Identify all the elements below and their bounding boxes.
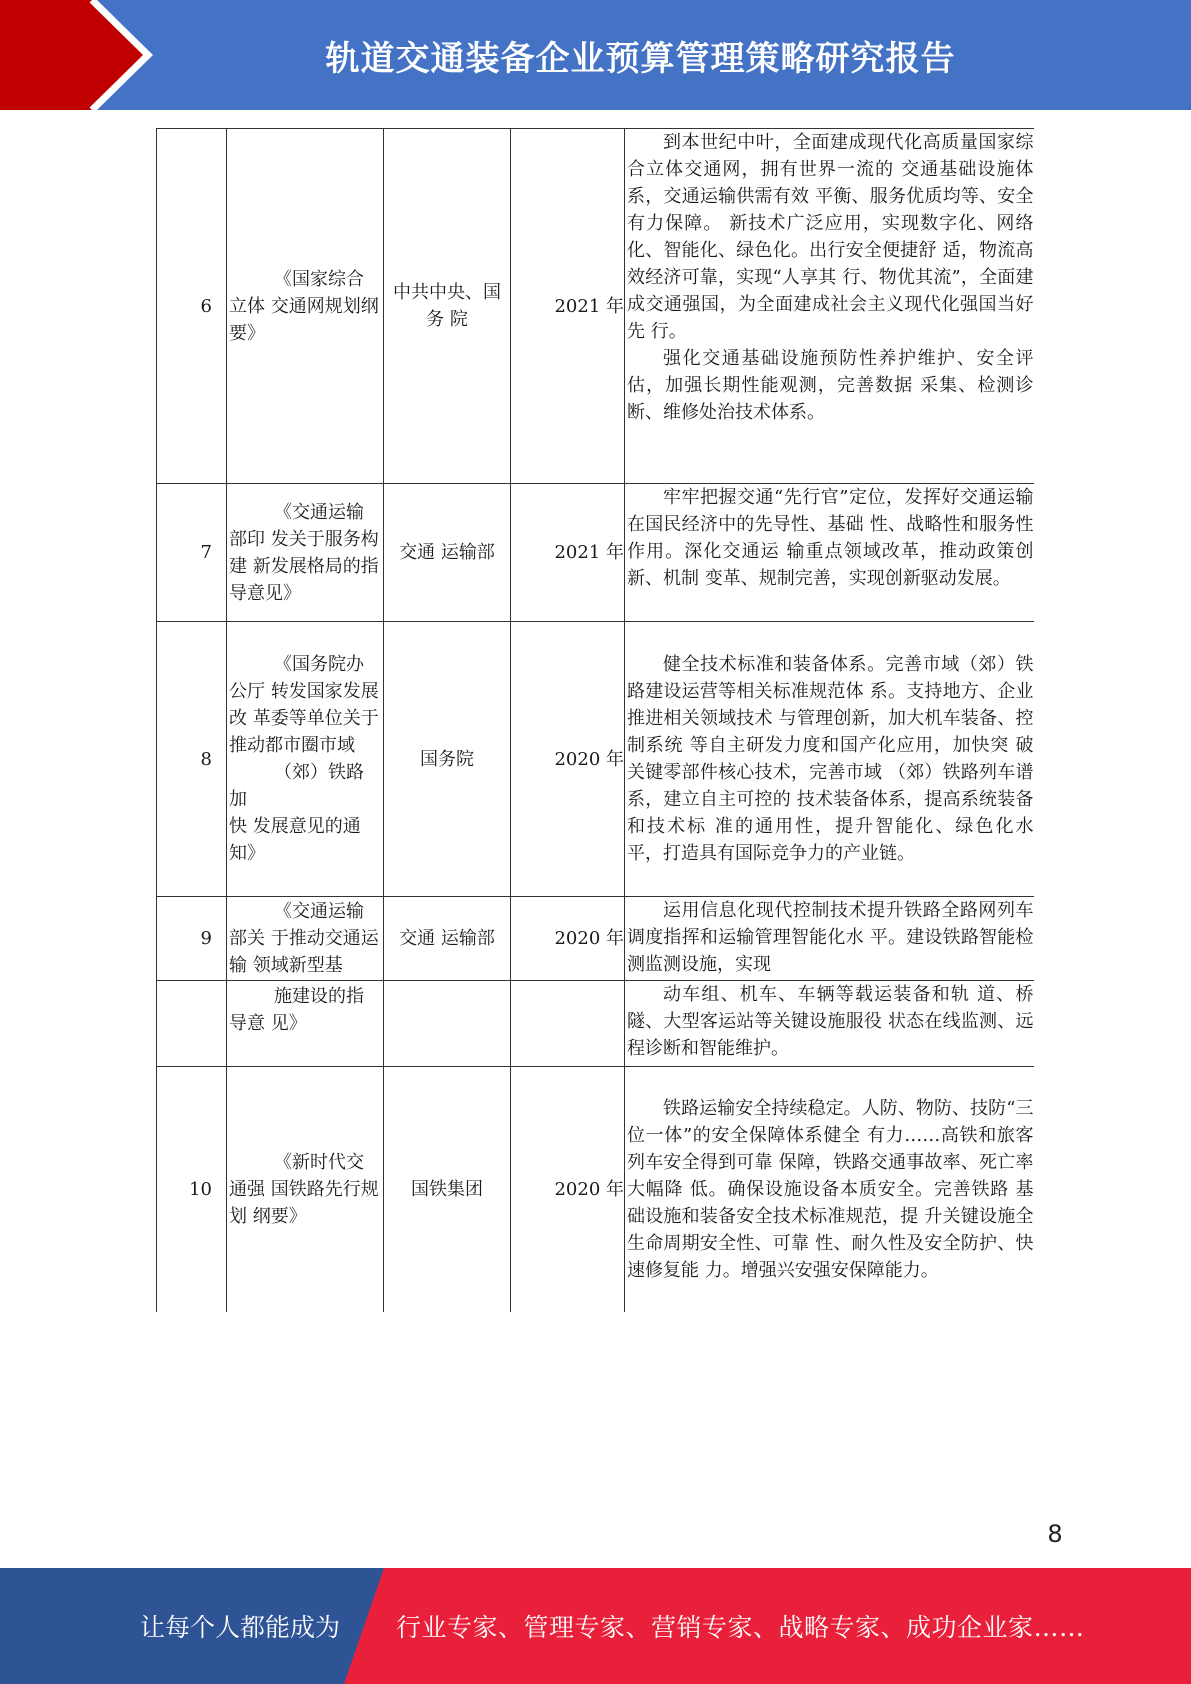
- table-row: [157, 897, 1034, 981]
- document-name-line: 部关 于推动交通运输 领域新型基: [229, 928, 379, 976]
- document-name-cell: [227, 897, 384, 981]
- policy-content: [625, 897, 1034, 981]
- row-number: 9: [157, 897, 227, 981]
- document-name-line: 导意 见》: [229, 1013, 307, 1034]
- content-paragraph: 健全技术标准和装备体系。完善市域（郊）铁路建设运营等相关标准规范体 系。支持地方、企业推进相关领域技术 与管理创新，加大机车装备、控制系统 等自主研发力度和国产化应用，加快突 破关键零部件核心技术，完善市域 （郊）铁路列车谱系，建立自主可控的 技术装备体系，提高系统装备和技术标 准的通用性，提升智能化、绿色化水 平，打造具有国际竞争力的产业链。: [627, 654, 1034, 864]
- table-row: [157, 1067, 1034, 1312]
- issuing-authority: 国铁集团: [384, 1067, 511, 1312]
- policy-content: [625, 622, 1034, 897]
- document-name-line: 施建设的指: [274, 986, 364, 1007]
- content-paragraph: 运用信息化现代控制技术提升铁路全路网列车调度指挥和运输管理智能化水 平。建设铁路智能检测监测设施，实现: [627, 900, 1034, 975]
- document-name-line: 《国务院办: [274, 654, 364, 675]
- content-paragraph: 牢牢把握交通“先行官”定位，发挥好交通运输在国民经济中的先导性、基础 性、战略性和服务性作用。深化交通运 输重点领域改革，推动政策创新、机制 变革、规制完善，实现创新驱动发展。: [627, 487, 1034, 589]
- document-name-line: 部印 发关于服务构建 新发展格局的指 导意见》: [229, 528, 379, 604]
- document-name-cell: [227, 484, 384, 622]
- table-row: [157, 622, 1034, 897]
- policy-content: [625, 1067, 1034, 1312]
- document-name-line: 公厅 转发国家发展改 革委等单位关于 推动都市圈市域: [229, 681, 379, 756]
- issuing-authority: 交通 运输部: [384, 897, 511, 981]
- issue-year: 2021 年: [511, 484, 625, 622]
- issuing-authority: 交通 运输部: [384, 484, 511, 622]
- issuing-authority: 国务院: [384, 622, 511, 897]
- table-row: [157, 484, 1034, 622]
- policy-content: [625, 484, 1034, 622]
- table-row: [157, 129, 1034, 484]
- row-number: 10: [157, 1067, 227, 1312]
- policy-table: [156, 128, 1034, 1312]
- row-number: [157, 981, 227, 1067]
- issue-year: 2020 年: [511, 1067, 625, 1312]
- content-paragraph: 动车组、机车、车辆等载运装备和轨 道、桥隧、大型客运站等关键设施服役 状态在线监测、远程诊断和智能维护。: [627, 984, 1034, 1059]
- document-name-line: 《交通运输: [274, 901, 364, 922]
- row-number: 6: [157, 129, 227, 484]
- document-name-cell: [227, 129, 384, 484]
- policy-content: [625, 129, 1034, 484]
- content-paragraph: 到本世纪中叶，全面建成现代化高质量国家综合立体交通网，拥有世界一流的 交通基础设施体系，交通运输供需有效 平衡、服务优质均等、安全有力保障。 新技术广泛应用，实现数字化、网络 化、智能化、绿色化。出行安全便捷舒 适，物流高效经济可靠，实现“人享其 行、物优其流”，全面建成交通强国，为全面建成社会主义现代化强国当好先 行。: [627, 132, 1034, 342]
- issuing-authority: [384, 981, 511, 1067]
- report-title: 轨道交通装备企业预算管理策略研究报告: [325, 38, 956, 79]
- page-footer: [0, 1568, 1191, 1684]
- document-name-line: 快 发展意见的通知》: [229, 816, 361, 864]
- document-name-line: 《国家综合: [274, 268, 364, 290]
- document-name-line: 《新时代交: [274, 1151, 364, 1173]
- issue-year: 2020 年: [511, 622, 625, 897]
- issuing-authority: 中共中央、国务 院: [384, 129, 511, 484]
- document-name-cell: [227, 981, 384, 1067]
- policy-content: [625, 981, 1034, 1067]
- table-row: [157, 981, 1034, 1067]
- issue-year: 2021 年: [511, 129, 625, 484]
- document-name-line: 通强 国铁路先行规划 纲要》: [229, 1178, 379, 1227]
- header-arrow-decoration: [0, 0, 160, 110]
- page-number: 8: [1047, 1520, 1063, 1548]
- content-paragraph: 强化交通基础设施预防性养护维护、安全评估，加强长期性能观测，完善数据 采集、检测诊断、维修处治技术体系。: [627, 348, 1034, 423]
- document-name-cell: [227, 1067, 384, 1312]
- issue-year: [511, 981, 625, 1067]
- content-paragraph: 铁路运输安全持续稳定。人防、物防、技防“三位一体”的安全保障体系健全 有力……高铁和旅客列车安全得到可靠 保障，铁路交通事故率、死亡率大幅降 低。确保设施设备本质安全。完善铁路 基础设施和装备安全技术标准规范，提 升关键设施全生命周期安全性、可靠 性、耐久性及安全防护、快速修复能 力。增强兴安强安保障能力。: [627, 1097, 1034, 1281]
- document-name-line: （郊）铁路加: [229, 762, 364, 810]
- footer-slogan-left: 让每个人都能成为: [140, 1613, 341, 1642]
- document-name-line: 立体 交通网规划纲 要》: [229, 295, 379, 344]
- page-header: [0, 0, 1191, 110]
- document-name-cell: [227, 622, 384, 897]
- issue-year: 2020 年: [511, 897, 625, 981]
- row-number: 7: [157, 484, 227, 622]
- row-number: 8: [157, 622, 227, 897]
- footer-slogan-right: 行业专家、管理专家、营销专家、战略专家、成功企业家……: [396, 1613, 1085, 1642]
- document-name-line: 《交通运输: [274, 501, 364, 523]
